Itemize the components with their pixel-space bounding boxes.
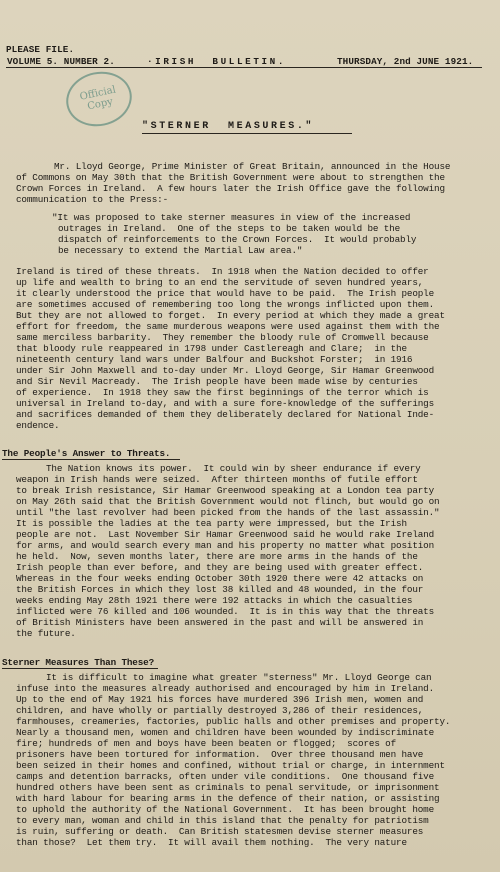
quote-line: "It was proposed to take sterner measures in view of the increased [52,212,411,223]
quote-line: be necessary to extend the Martial Law area." [58,245,303,256]
paragraph-line: than those? Let them try. It will avail them nothing. The very nature [16,837,407,848]
intro-line: communication to the Press:- [16,194,169,205]
official-copy-stamp [61,66,137,133]
paragraph-line: The Nation knows its power. It could win by sheer endurance if every [46,463,421,474]
paragraph-line: Irish people than ever before, and they are being used with greater effect. [16,562,424,573]
quote-line: outrages in Ireland. One of the steps to be taken would be the [58,223,401,234]
paragraph-line: same merciless barbarity. They remember the bloody rule of Cromwell because [16,332,429,343]
paragraph-line: to break Irish resistance, Sir Hamar Greenwood speaking at a London tea party [16,485,435,496]
paragraph-line: on May 26th said that the British Government would not flinch, but would go on [16,496,440,507]
paragraph-line: up life and wealth to bring to an end the servitude of seven hundred years, [16,277,424,288]
paragraph-line: are sometimes accused of remembering too long the wrongs inflicted upon them. [16,299,435,310]
paragraph-line: it clearly understood the price that would have to be paid. The Irish people [16,288,435,299]
paragraph-line: endence. [16,420,60,431]
paragraph-line: farmhouses, creameries, factories, public halls and other premises and property. [16,716,451,727]
paragraph-line: prisoners have been tortured for information. Over three thousand men have [16,749,424,760]
paragraph-line: to uphold the authority of the National Government. It has been brought home [16,804,435,815]
volume-number: VOLUME 5. NUMBER 2. [7,56,115,67]
paragraph-line: Nearly a thousand men, women and children have been wounded by indiscriminate [16,727,435,738]
quote-line: dispatch of reinforcements to the Crown Forces. It would probably [58,234,417,245]
section-heading-underline [2,459,180,460]
section-heading-underline [2,668,158,669]
paragraph-line: effort for freedom, the same murderous weapons were used against them with the [16,321,440,332]
paragraph-line: of experience. In 1918 they saw the first beginnings of the terror which is [16,387,429,398]
paragraph-line: people are not. Last November Sir Hamar Greenwood said he would rake Ireland [16,529,435,540]
paragraph-line: children, and have wholly or partially destroyed 3,286 of their residences, [16,705,424,716]
document-title: "STERNER MEASURES." [142,121,315,132]
paragraph-line: been seized in their homes and confined, without trial or charge, in internment [16,760,445,771]
intro-line: Crown Forces in Ireland. A few hours later the Irish Office gave the following [16,183,445,194]
paragraph-line: with hard labour for bearing arms in the defence of their nation, or assisting [16,793,440,804]
paragraph-line: Ireland is tired of these threats. In 1918 when the Nation decided to offer [16,266,429,277]
paragraph-line: fire; hundreds of men and boys have been beaten or flogged; scores of [16,738,397,749]
section-heading: Sterner Measures Than These? [2,657,155,668]
paragraph-line: the future. [16,628,76,639]
paragraph-line: It is difficult to imagine what greater "sterness" Mr. Lloyd George can [46,672,432,683]
paragraph-line: to every man, woman and child in this island that the penalty for patriotism [16,815,429,826]
please-file-note: PLEASE FILE. [6,44,75,55]
paragraph-line: and sacrifices demanded of them they deliberately declared for National Inde- [16,409,435,420]
paragraph-line: camps and detention barracks, often under vile conditions. One thousand five [16,771,435,782]
paragraph-line: Up to the end of May 1921 his forces have murdered 396 Irish men, women and [16,694,424,705]
paragraph-line: is ruin, suffering or death. Can British statesmen devise sterner measures [16,826,424,837]
paragraph-line: weeks ending May 28th 1921 there were 192 attacks in which the casualties [16,595,413,606]
paragraph-line: until "the last revolver had been picked from the hands of the last assassin." [16,507,440,518]
section-heading: The People's Answer to Threats. [2,448,171,459]
paragraph-line: universal in Ireland to-day, and with a sure fore-knowledge of the sufferings [16,398,435,409]
paragraph-line: the British Forces in which they lost 38 killed and 48 wounded, in the four [16,584,424,595]
issue-date: THURSDAY, 2nd JUNE 1921. [337,56,474,67]
paragraph-line: hundred others have been sent as criminals to penal servitude, or imprisonment [16,782,440,793]
paragraph-line: of British Ministers have been answered in the past and will be answered in [16,617,424,628]
stamp-text: Official Copy [78,84,117,113]
intro-line: Mr. Lloyd George, Prime Minister of Great Britain, announced in the House [54,161,451,172]
paragraph-line: nineteenth century land wars under Balfour and Buckshot Forster; in 1916 [16,354,413,365]
publication-title: ·IRISH BULLETIN. [147,56,287,67]
paragraph-line: and Sir Nevil Macready. The Irish people have been made wise by centuries [16,376,418,387]
paragraph-line: for arms, and would search every man and his property no matter what position [16,540,435,551]
paragraph-line: that bloody rule reappeared in 1798 under Castlereagh and Clare; in the [16,343,407,354]
intro-line: of Commons on May 30th that the British Government were about to strengthen the [16,172,445,183]
paragraph-line: he held. Now, seven months later, there are more arms in the hands of the [16,551,418,562]
paragraph-line: But they are not allowed to forget. In every period at which they made a great [16,310,445,321]
paragraph-line: under Sir John Maxwell and to-day under Mr. Lloyd George, Sir Hamar Greenwood [16,365,435,376]
paragraph-line: It is possible the ladies at the tea party were impressed, but the Irish [16,518,407,529]
paragraph-line: infuse into the measures already authorised and encouraged by him in Ireland. [16,683,435,694]
paragraph-line: Whereas in the four weeks ending October 30th 1920 there were 42 attacks on [16,573,424,584]
title-underline [142,133,352,134]
header-rule [6,67,482,68]
paragraph-line: inflicted were 76 killed and 106 wounded. It is in this way that the threats [16,606,435,617]
paragraph-line: weapon in Irish hands were seized. After thirteen months of futile effort [16,474,418,485]
